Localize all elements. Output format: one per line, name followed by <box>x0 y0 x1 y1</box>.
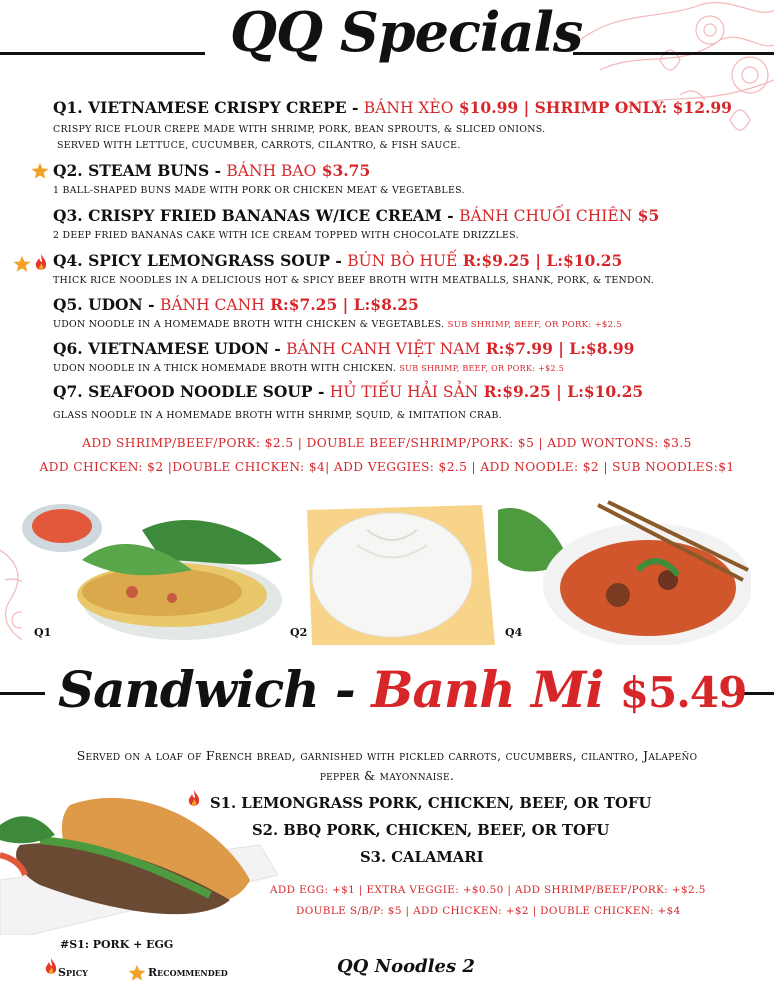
item-price: $3.75 <box>321 161 371 180</box>
item-vietnamese-name: BÁNH CANH VIỆT NAM <box>286 340 481 358</box>
item-name: Q1. VIETNAMESE CRISPY CREPE - <box>53 98 359 117</box>
recommended-star-icon <box>128 964 146 982</box>
photo-caption: Q2 <box>290 626 308 639</box>
title-rule-right <box>573 52 774 55</box>
sandwich-item: S1. LEMONGRASS PORK, CHICKEN, BEEF, OR TOFU <box>210 795 652 812</box>
item-vietnamese-name: BÁNH CANH <box>159 296 265 314</box>
photo-caption: Q4 <box>505 626 523 639</box>
sandwich-item: S2. BBQ PORK, CHICKEN, BEEF, OR TOFU <box>252 822 610 839</box>
menu-item-q5 <box>53 295 419 314</box>
sandwich-item: S3. CALAMARI <box>360 849 484 866</box>
item-description: 2 DEEP FRIED BANANAS CAKE WITH ICE CREAM TOPPED WITH CHOCOLATE DRIZZLES. <box>53 230 519 241</box>
item-description: CRISPY RICE FLOUR CREPE MADE WITH SHRIMP, PORK, BEAN SPROUTS, & SLICED ONIONS. <box>53 124 546 135</box>
item-price: R:$9.25 | L:$10.25 <box>483 382 644 401</box>
sandwich-title-red: Banh Mi <box>371 660 604 719</box>
soup-illustration <box>498 500 751 645</box>
menu-item-q2 <box>53 161 370 180</box>
sandwich-rule-left <box>0 692 45 695</box>
sandwich-description: Served on a loaf of French bread, garnished with pickled carrots, cucumbers, cilantro, Jalapeño <box>76 748 698 763</box>
legend-recommended: Recommended <box>148 966 228 979</box>
item-vietnamese-name: BÁNH XÈO <box>363 99 454 117</box>
menu-item-q6 <box>53 339 634 358</box>
photo-crepe <box>22 500 284 645</box>
sandwich-addon-line: DOUBLE S/B/P: $5 | ADD CHICKEN: +$2 | DOUBLE CHICKEN: +$4 <box>296 905 681 917</box>
item-description: SERVED WITH LETTUCE, CUCUMBER, CARROTS, CILANTRO, & FISH SAUCE. <box>57 140 461 151</box>
item-price: $10.99 | SHRIMP ONLY: $12.99 <box>458 98 732 117</box>
item-price: R:$9.25 | L:$10.25 <box>462 251 623 270</box>
bun-illustration <box>287 500 495 645</box>
item-description <box>53 361 564 377</box>
legend-spicy: Spicy <box>58 966 88 979</box>
photo-bun-bo-hue <box>498 500 751 645</box>
sandwich-addon-line: ADD EGG: +$1 | EXTRA VEGGIE: +$0.50 | ADD SHRIMP/BEEF/PORK: +$2.5 <box>270 884 706 896</box>
item-name: Q3. CRISPY FRIED BANANAS W/ICE CREAM - <box>53 206 454 225</box>
item-vietnamese-name: HỦ TIẾU HẢI SẢN <box>329 383 479 401</box>
addon-line: ADD CHICKEN: $2 |DOUBLE CHICKEN: $4| ADD VEGGIES: $2.5 | ADD NOODLE: $2 | SUB NOODLES:$1 <box>39 460 735 474</box>
sandwich-photo-caption: #S1: PORK + EGG <box>60 938 174 951</box>
photo-caption: Q1 <box>34 626 52 639</box>
sandwich-price: $5.49 <box>619 668 747 717</box>
floral-decoration <box>560 0 774 150</box>
item-vietnamese-name: BÚN BÒ HUẾ <box>347 252 458 270</box>
item-name: Q6. VIETNAMESE UDON - <box>53 339 281 358</box>
item-sub-option: SUB SHRIMP, BEEF, OR PORK: +$2.5 <box>399 364 565 373</box>
item-description: 1 BALL-SHAPED BUNS MADE WITH PORK OR CHICKEN MEAT & VEGETABLES. <box>53 185 465 196</box>
item-name: Q5. UDON - <box>53 295 155 314</box>
menu-item-q1 <box>53 98 732 117</box>
addon-line: ADD SHRIMP/BEEF/PORK: $2.5 | DOUBLE BEEF/SHRIMP/PORK: $5 | ADD WONTONS: $3.5 <box>82 436 692 450</box>
item-vietnamese-name: BÁNH CHUỐI CHIÊN <box>459 207 633 225</box>
item-price: R:$7.99 | L:$8.99 <box>485 339 635 358</box>
menu-item-q4 <box>53 251 622 270</box>
item-name: Q2. STEAM BUNS - <box>53 161 222 180</box>
menu-item-q7 <box>53 382 643 401</box>
crepe-illustration <box>22 500 284 645</box>
sandwich-title-black: Sandwich - <box>58 660 355 719</box>
footer-brand: QQ Noodles 2 <box>337 956 475 977</box>
recommended-star-icon <box>13 255 31 273</box>
item-vietnamese-name: BÁNH BAO <box>226 162 317 180</box>
photo-steam-bun <box>287 500 495 645</box>
recommended-star-icon <box>31 162 49 180</box>
item-price: $5 <box>637 206 660 225</box>
page-title: QQ Specials <box>230 0 583 64</box>
item-price: R:$7.25 | L:$8.25 <box>270 295 419 314</box>
item-description <box>53 317 622 333</box>
menu-item-q3 <box>53 206 659 225</box>
item-name: Q4. SPICY LEMONGRASS SOUP - <box>53 251 342 270</box>
sandwich-title <box>58 660 746 719</box>
item-description-text: UDON NOODLE IN A THICK HOMEMADE BROTH WITH CHICKEN. <box>53 363 397 374</box>
item-description-text: UDON NOODLE IN A HOMEMADE BROTH WITH CHICKEN & VEGETABLES. <box>53 319 445 330</box>
spicy-flame-icon <box>34 253 48 273</box>
item-description: GLASS NOODLE IN A HOMEMADE BROTH WITH SHRIMP, SQUID, & IMITATION CRAB. <box>53 410 502 421</box>
item-description: THICK RICE NOODLES IN A DELICIOUS HOT & SPICY BEEF BROTH WITH MEATBALLS, SHANK, PORK, & TENDON. <box>53 275 655 286</box>
title-rule-left <box>0 52 205 55</box>
item-sub-option: SUB SHRIMP, BEEF, OR PORK: +$2.5 <box>447 320 623 330</box>
spicy-flame-icon <box>44 957 58 977</box>
spicy-flame-icon <box>187 789 201 809</box>
sandwich-description: pepper & mayonnaise. <box>319 768 455 783</box>
item-name: Q7. SEAFOOD NOODLE SOUP - <box>53 382 325 401</box>
